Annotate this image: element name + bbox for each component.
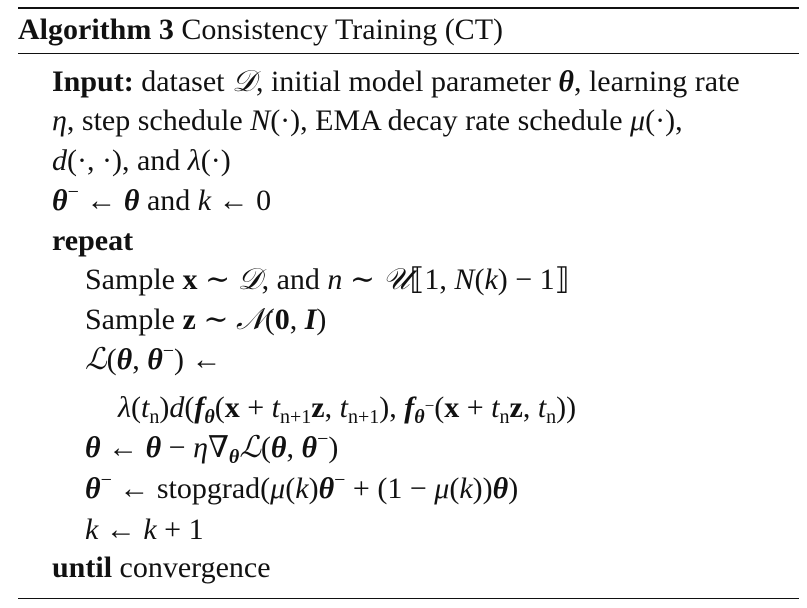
loss-line-2: $\lambda(t_n)d(f_\theta(x + t_{n+1}z$, $t_{n+1}$), $f_{\theta^-}(x + t_nz$, $t_n$)) xyxy=(118,391,577,428)
algorithm-header xyxy=(18,12,503,48)
init-line: θ− ← θ and k ← 0 xyxy=(52,181,272,217)
until-keyword: until xyxy=(52,551,113,584)
repeat-keyword: repeat xyxy=(52,224,134,257)
input-line-2: η, step schedule N(·), EMA decay rate schedule μ(·), xyxy=(52,104,683,137)
top-rule xyxy=(18,7,799,9)
sample-x-line: Sample x ∼ 𝒟, and n ∼ 𝒰⟦1, N(k) − 1⟧ xyxy=(85,262,570,297)
increment-line: k ← k + 1 xyxy=(85,513,204,546)
algorithm-label: Algorithm 3 xyxy=(18,13,174,46)
theta-update-line: θ ← $\theta - \eta\nabla_\theta ℒ(\theta$, θ−) xyxy=(85,428,339,468)
until-text: convergence xyxy=(119,551,271,584)
ema-update-line: θ− ← stopgrad(μ(k)θ− + (1 − μ(k))θ) xyxy=(85,469,519,505)
input-line-1: Input: dataset 𝒟, initial model parameter θ, learning rate xyxy=(52,64,740,99)
until-line xyxy=(52,550,271,586)
input-keyword: Input: xyxy=(52,65,134,98)
input-line-3: d(·, ·), and λ(·) xyxy=(52,144,231,177)
loss-line-1: ℒ(θ, θ−) ← xyxy=(85,340,222,377)
algorithm-title: Consistency Training (CT) xyxy=(181,13,504,46)
sample-z-line: Sample z ∼ 𝒩(0, I) xyxy=(85,302,327,337)
header-rule xyxy=(18,53,799,54)
bottom-rule xyxy=(18,598,799,599)
